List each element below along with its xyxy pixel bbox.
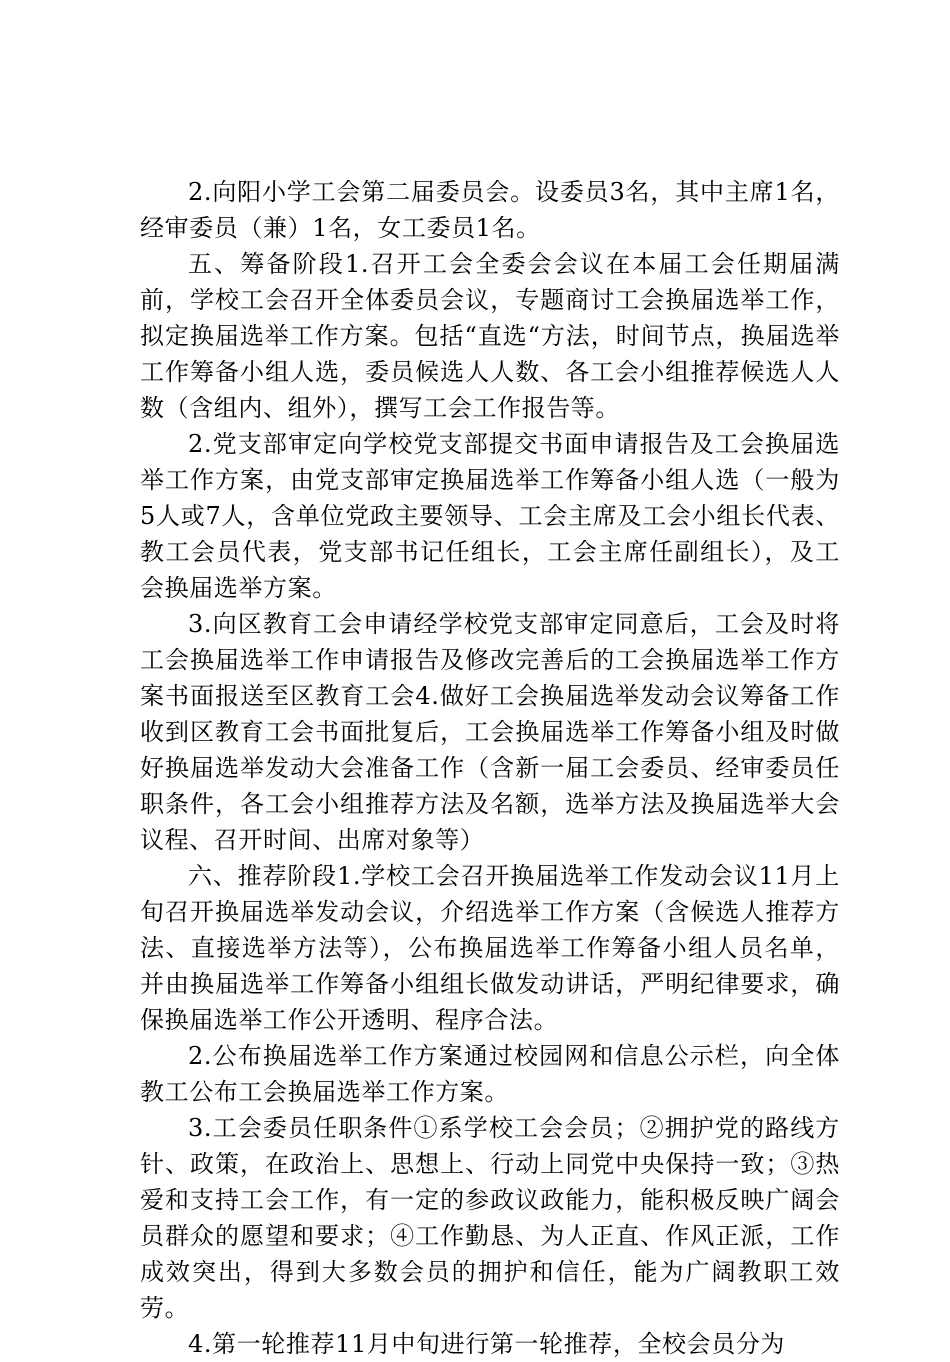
paragraph-party-branch-review: 2.党支部审定向学校党支部提交书面申请报告及工会换届选举工作方案，由党支部审定换届选举工作筹备小组人选（一般为5人或7人，含单位党政主要领导、工会主席及工会小组长代表、教工会员代表，党支部书记任组长，工会主席任副组长），及工会换届选举方案。 (140, 430, 840, 602)
paragraph-qualification-conditions: 3.工会委员任职条件①系学校工会会员；②拥护党的路线方针、政策，在政治上、思想上、行动上同党中央保持一致；③热爱和支持工会工作，有一定的参政议政能力，能积极反映广阔会员群众的愿望和要求；④工作勤恳、为人正直、作风正派，工作成效突出，得到大多数会员的拥护和信任，能为广阔教职工效劳。 (140, 1114, 840, 1322)
paragraph-committee-composition: 2.向阳小学工会第二届委员会。设委员3名，其中主席1名，经审委员（兼）1名，女工委员1名。 (140, 178, 840, 242)
paragraph-recommendation-stage: 六、推荐阶段1.学校工会召开换届选举工作发动会议11月上旬召开换届选举发动会议，介绍选举工作方案（含候选人推荐方法、直接选举方法等），公布换届选举工作筹备小组人员名单，并由换届选举工作筹备小组组长做发动讲话，严明纪律要求，确保换届选举工作公开透明、程序合法。 (140, 862, 840, 1034)
paragraph-publish-plan: 2.公布换届选举工作方案通过校园网和信息公示栏，向全体教工公布工会换届选举工作方案。 (140, 1042, 840, 1106)
paragraph-first-round-recommendation: 4.第一轮推荐11月中旬进行第一轮推荐，全校会员分为 (188, 1330, 786, 1358)
paragraph-preparation-stage: 五、筹备阶段1.召开工会全委会会议在本届工会任期届满前，学校工会召开全体委员会议，专题商讨工会换届选举工作，拟定换届选举工作方案。包括“直选“方法，时间节点，换届选举工作筹备小组人选，委员候选人人数、各工会小组推荐候选人人数（含组内、组外），撰写工会工作报告等。 (140, 250, 840, 422)
document-body (140, 174, 840, 1362)
paragraph-district-union-application: 3.向区教育工会申请经学校党支部审定同意后，工会及时将工会换届选举工作申请报告及修改完善后的工会换届选举工作方案书面报送至区教育工会4.做好工会换届选举发动会议筹备工作收到区教育工会书面批复后，工会换届选举工作筹备小组及时做好换届选举发动大会准备工作（含新一届工会委员、经审委员任职条件，各工会小组推荐方法及名额，选举方法及换届选举大会议程、召开时间、出席对象等） (140, 610, 840, 854)
